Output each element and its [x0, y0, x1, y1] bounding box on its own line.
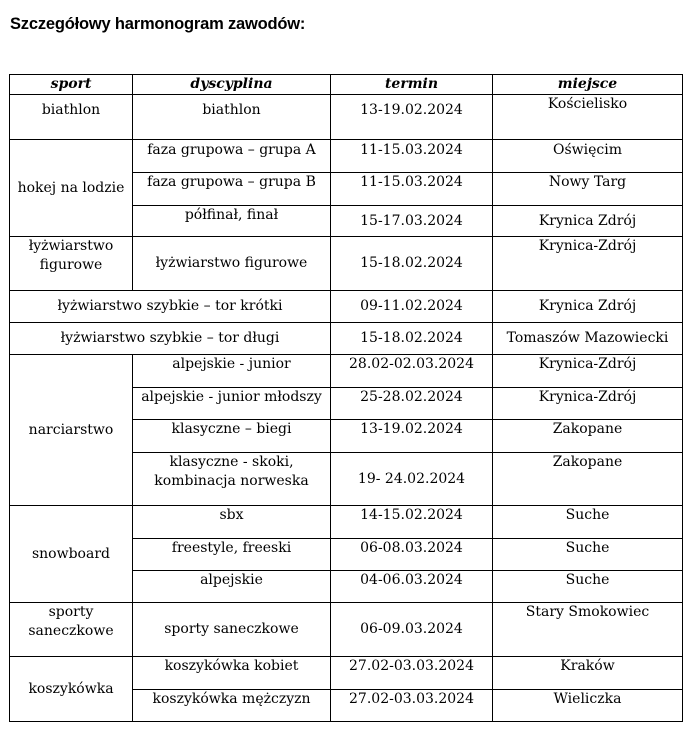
discipline-cell: freestyle, freeski: [133, 539, 331, 571]
place-cell: Krynica Zdrój: [493, 206, 683, 237]
table-row: [10, 291, 683, 323]
table-row: [10, 140, 683, 173]
place-cell: Suche: [493, 506, 683, 539]
date-cell: 27.02-03.03.2024: [331, 657, 493, 690]
discipline-cell: alpejskie: [133, 571, 331, 603]
sport-cell-line: łyżwiarstwo: [28, 238, 114, 254]
date-cell: 27.02-03.03.2024: [331, 690, 493, 722]
date-cell: 06-08.03.2024: [331, 539, 493, 571]
sport-cell: łyżwiarstwo szybkie – tor długi: [10, 323, 331, 355]
table-row: [10, 95, 683, 140]
sport-cell: snowboard: [10, 506, 133, 603]
discipline-cell: biathlon: [133, 95, 331, 140]
place-cell: Stary Smokowiec: [493, 603, 683, 657]
date-cell: 15-17.03.2024: [331, 206, 493, 237]
place-cell: Krynica-Zdrój: [493, 237, 683, 291]
sport-cell-line: sporty: [48, 604, 94, 620]
place-cell: Zakopane: [493, 453, 683, 506]
discipline-cell: faza grupowa – grupa B: [133, 173, 331, 206]
date-cell: 15-18.02.2024: [331, 237, 493, 291]
sport-cell: [10, 603, 133, 657]
discipline-cell: sbx: [133, 506, 331, 539]
discipline-cell: koszykówka mężczyzn: [133, 690, 331, 722]
place-cell: Krynica-Zdrój: [493, 388, 683, 420]
date-cell: 06-09.03.2024: [331, 603, 493, 657]
sport-cell: narciarstwo: [10, 355, 133, 506]
table-row: [10, 657, 683, 690]
date-cell: 13-19.02.2024: [331, 420, 493, 453]
header-discipline: dyscyplina: [133, 75, 331, 95]
sport-cell: hokej na lodzie: [10, 140, 133, 237]
discipline-cell: faza grupowa – grupa A: [133, 140, 331, 173]
place-cell: Wieliczka: [493, 690, 683, 722]
date-cell: 15-18.02.2024: [331, 323, 493, 355]
header-place: miejsce: [493, 75, 683, 95]
discipline-cell: półfinał, finał: [133, 206, 331, 237]
page-title: Szczegółowy harmonogram zawodów:: [10, 15, 306, 33]
discipline-cell: koszykówka kobiet: [133, 657, 331, 690]
place-cell: Krynica-Zdrój: [493, 355, 683, 388]
table-row: [10, 323, 683, 355]
place-cell: Zakopane: [493, 420, 683, 453]
place-cell: Suche: [493, 571, 683, 603]
sport-cell-line: saneczkowe: [28, 623, 114, 639]
header-date: termin: [331, 75, 493, 95]
sport-cell: [10, 237, 133, 291]
place-cell: Tomaszów Mazowiecki: [493, 323, 683, 355]
schedule-table: [9, 74, 683, 722]
header-sport: sport: [10, 75, 133, 95]
date-cell: 28.02-02.03.2024: [331, 355, 493, 388]
sport-cell: biathlon: [10, 95, 133, 140]
place-cell: Krynica Zdrój: [493, 291, 683, 323]
date-cell: 14-15.02.2024: [331, 506, 493, 539]
place-cell: Nowy Targ: [493, 173, 683, 206]
table-row: [10, 603, 683, 657]
sport-cell-line: figurowe: [39, 257, 103, 273]
date-cell: 11-15.03.2024: [331, 140, 493, 173]
discipline-cell: sporty saneczkowe: [133, 603, 331, 657]
date-cell: 19- 24.02.2024: [331, 453, 493, 506]
date-cell: 09-11.02.2024: [331, 291, 493, 323]
discipline-cell: klasyczne – biegi: [133, 420, 331, 453]
place-cell: Suche: [493, 539, 683, 571]
discipline-cell: alpejskie - junior młodszy: [133, 388, 331, 420]
place-cell: Kraków: [493, 657, 683, 690]
date-cell: 25-28.02.2024: [331, 388, 493, 420]
discipline-cell-line: kombinacja norweska: [154, 473, 309, 489]
table-row: [10, 237, 683, 291]
table-header-row: [10, 75, 683, 95]
place-cell: Kościelisko: [493, 95, 683, 140]
table-row: [10, 355, 683, 388]
table-row: [10, 506, 683, 539]
date-cell: 04-06.03.2024: [331, 571, 493, 603]
discipline-cell: łyżwiarstwo figurowe: [133, 237, 331, 291]
date-cell: 13-19.02.2024: [331, 95, 493, 140]
discipline-cell: [133, 453, 331, 506]
discipline-cell-line: klasyczne - skoki,: [169, 454, 294, 470]
sport-cell: łyżwiarstwo szybkie – tor krótki: [10, 291, 331, 323]
discipline-cell: alpejskie - junior: [133, 355, 331, 388]
date-cell: 11-15.03.2024: [331, 173, 493, 206]
place-cell: Oświęcim: [493, 140, 683, 173]
sport-cell: koszykówka: [10, 657, 133, 722]
